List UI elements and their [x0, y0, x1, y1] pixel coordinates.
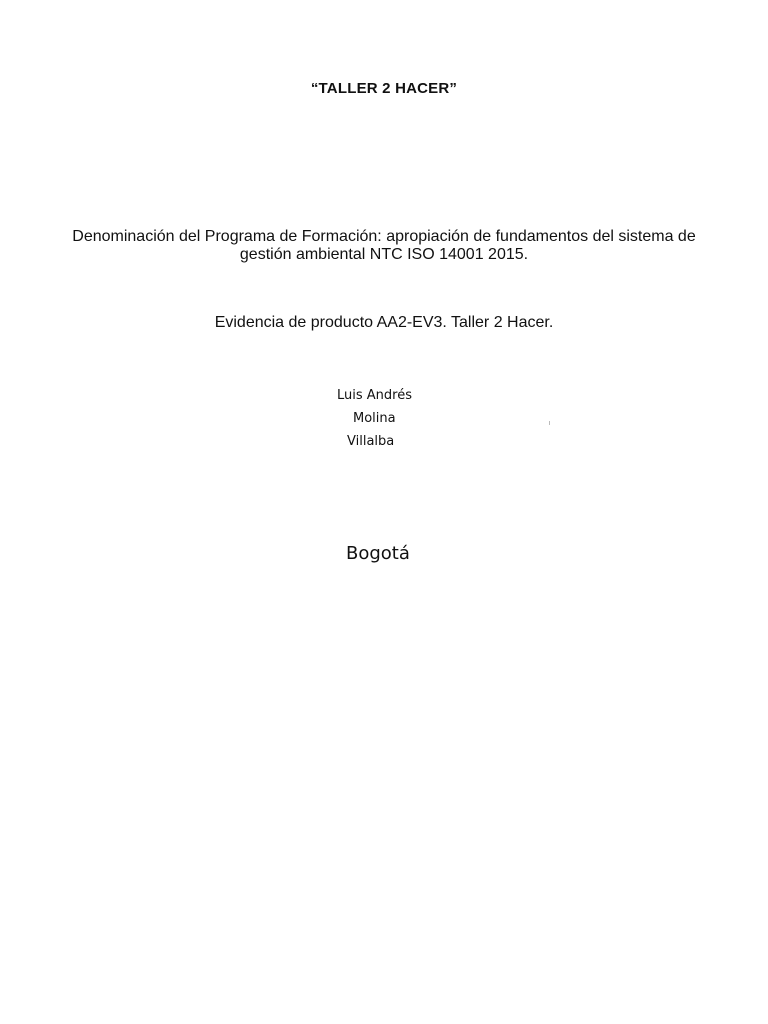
- scan-speck: [549, 421, 550, 425]
- document-title: “TALLER 2 HACER”: [310, 80, 458, 97]
- city-name: Bogotá: [346, 543, 410, 564]
- author-first-name: Luis Andrés: [337, 388, 412, 403]
- program-name-line-2: gestión ambiental NTC ISO 14001 2015.: [239, 246, 529, 263]
- program-name-line-1: Denominación del Programa de Formación: apropiación de fundamentos del sistema de: [72, 228, 696, 245]
- author-surname-2: Villalba: [347, 434, 395, 449]
- author-surname-1: Molina: [353, 411, 396, 426]
- evidence-line: Evidencia de producto AA2-EV3. Taller 2 Hacer.: [214, 314, 554, 331]
